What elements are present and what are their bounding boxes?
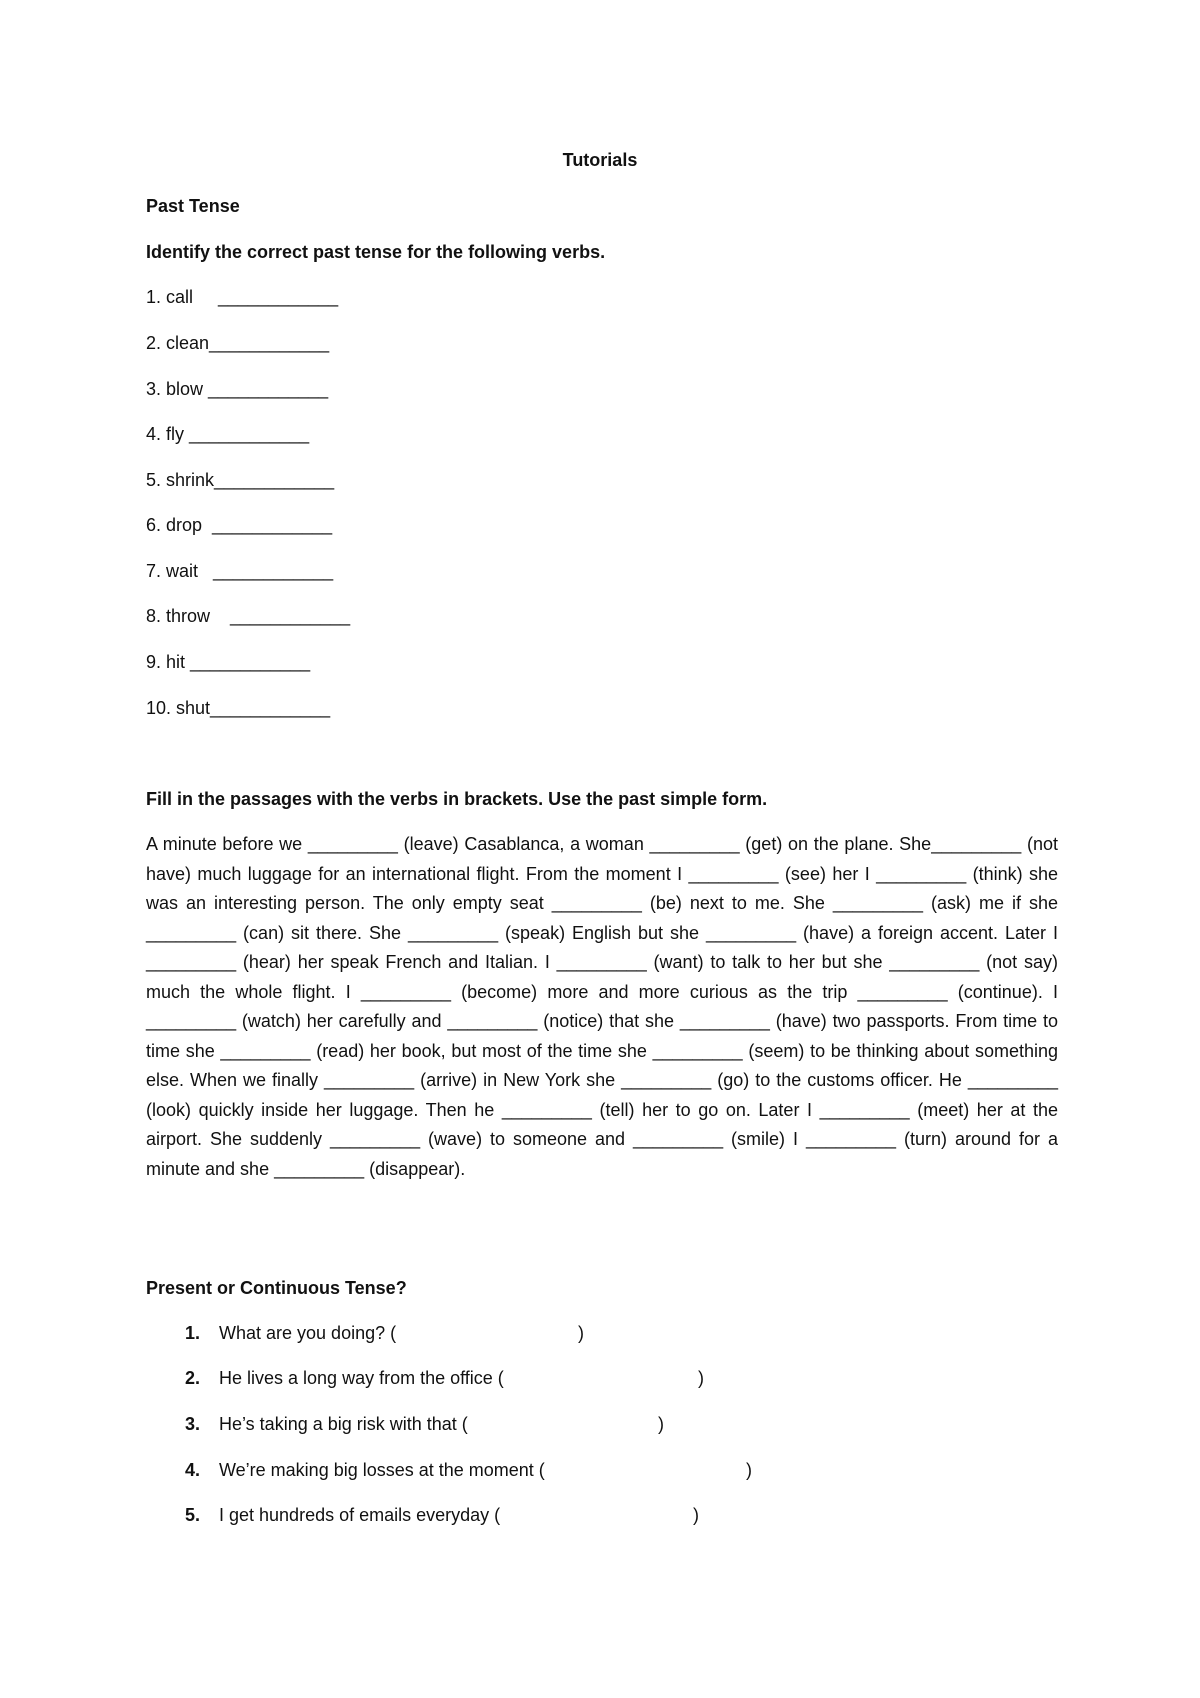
list-number: 5. [184, 1505, 200, 1525]
document-title: Tutorials [562, 150, 638, 170]
verb-item: 2. clean____________ [146, 333, 330, 353]
fill-in-passage: A minute before we _________ (leave) Casablanca, a woman _________ (get) on the plane. She_________ (not have) much luggage for an international flight. From the moment I _________ (see) her I _________ (think) she was an interesting person. The only empty seat _________ (be) next to me. She _________ (ask) me if she _________ (can) sit there. She _________ (speak) English but she _________ (have) a foreign accent. Later I _________ (hear) her speak French and Italian. I _________ (want) to talk to her but she _________ (not say) much the whole flight. I _________ (become) more and more curious as the trip _________ (continue). I _________ (watch) her carefully and _________ (notice) that she _________ (have) two passports. From time to time she _________ (read) her book, but most of the time she _________ (seem) to be thinking about something else. When we finally _________ (arrive) in New York she _________ (go) to the customs officer. He _________ (look) quickly inside her luggage. Then he _________ (tell) her to go on. Later I _________ (meet) her at the airport. She suddenly _________ (wave) to someone and _________ (smile) I _________ (turn) around for a minute and she _________ (disappear). [146, 834, 1058, 1179]
closing-bracket: ) [698, 1368, 704, 1388]
verb-item: 9. hit ____________ [146, 652, 311, 672]
list-number: 3. [184, 1414, 200, 1434]
verb-item: 4. fly ____________ [146, 424, 310, 444]
section2-instruction: Fill in the passages with the verbs in brackets. Use the past simple form. [146, 789, 768, 809]
section1-instruction: Identify the correct past tense for the following verbs. [146, 242, 606, 262]
tense-question: He lives a long way from the office ( [219, 1368, 504, 1388]
list-number: 2. [184, 1368, 200, 1388]
closing-bracket: ) [578, 1323, 584, 1343]
closing-bracket: ) [658, 1414, 664, 1434]
verb-item: 8. throw ____________ [146, 606, 351, 626]
section-heading-present-continuous: Present or Continuous Tense? [146, 1278, 407, 1298]
verb-item: 3. blow ____________ [146, 379, 329, 399]
list-number: 1. [184, 1323, 200, 1343]
verb-item: 5. shrink____________ [146, 470, 335, 490]
tense-question: I get hundreds of emails everyday ( [219, 1505, 501, 1525]
verb-item: 6. drop ____________ [146, 515, 333, 535]
verb-item: 7. wait ____________ [146, 561, 334, 581]
verb-item: 1. call ____________ [146, 287, 339, 307]
tense-question: What are you doing? ( [219, 1323, 397, 1343]
tense-question: We’re making big losses at the moment ( [219, 1460, 545, 1480]
section-heading-past-tense: Past Tense [146, 196, 240, 216]
list-number: 4. [184, 1460, 200, 1480]
tense-question: He’s taking a big risk with that ( [219, 1414, 468, 1434]
closing-bracket: ) [746, 1460, 752, 1480]
verb-item: 10. shut____________ [146, 698, 331, 718]
closing-bracket: ) [693, 1505, 699, 1525]
